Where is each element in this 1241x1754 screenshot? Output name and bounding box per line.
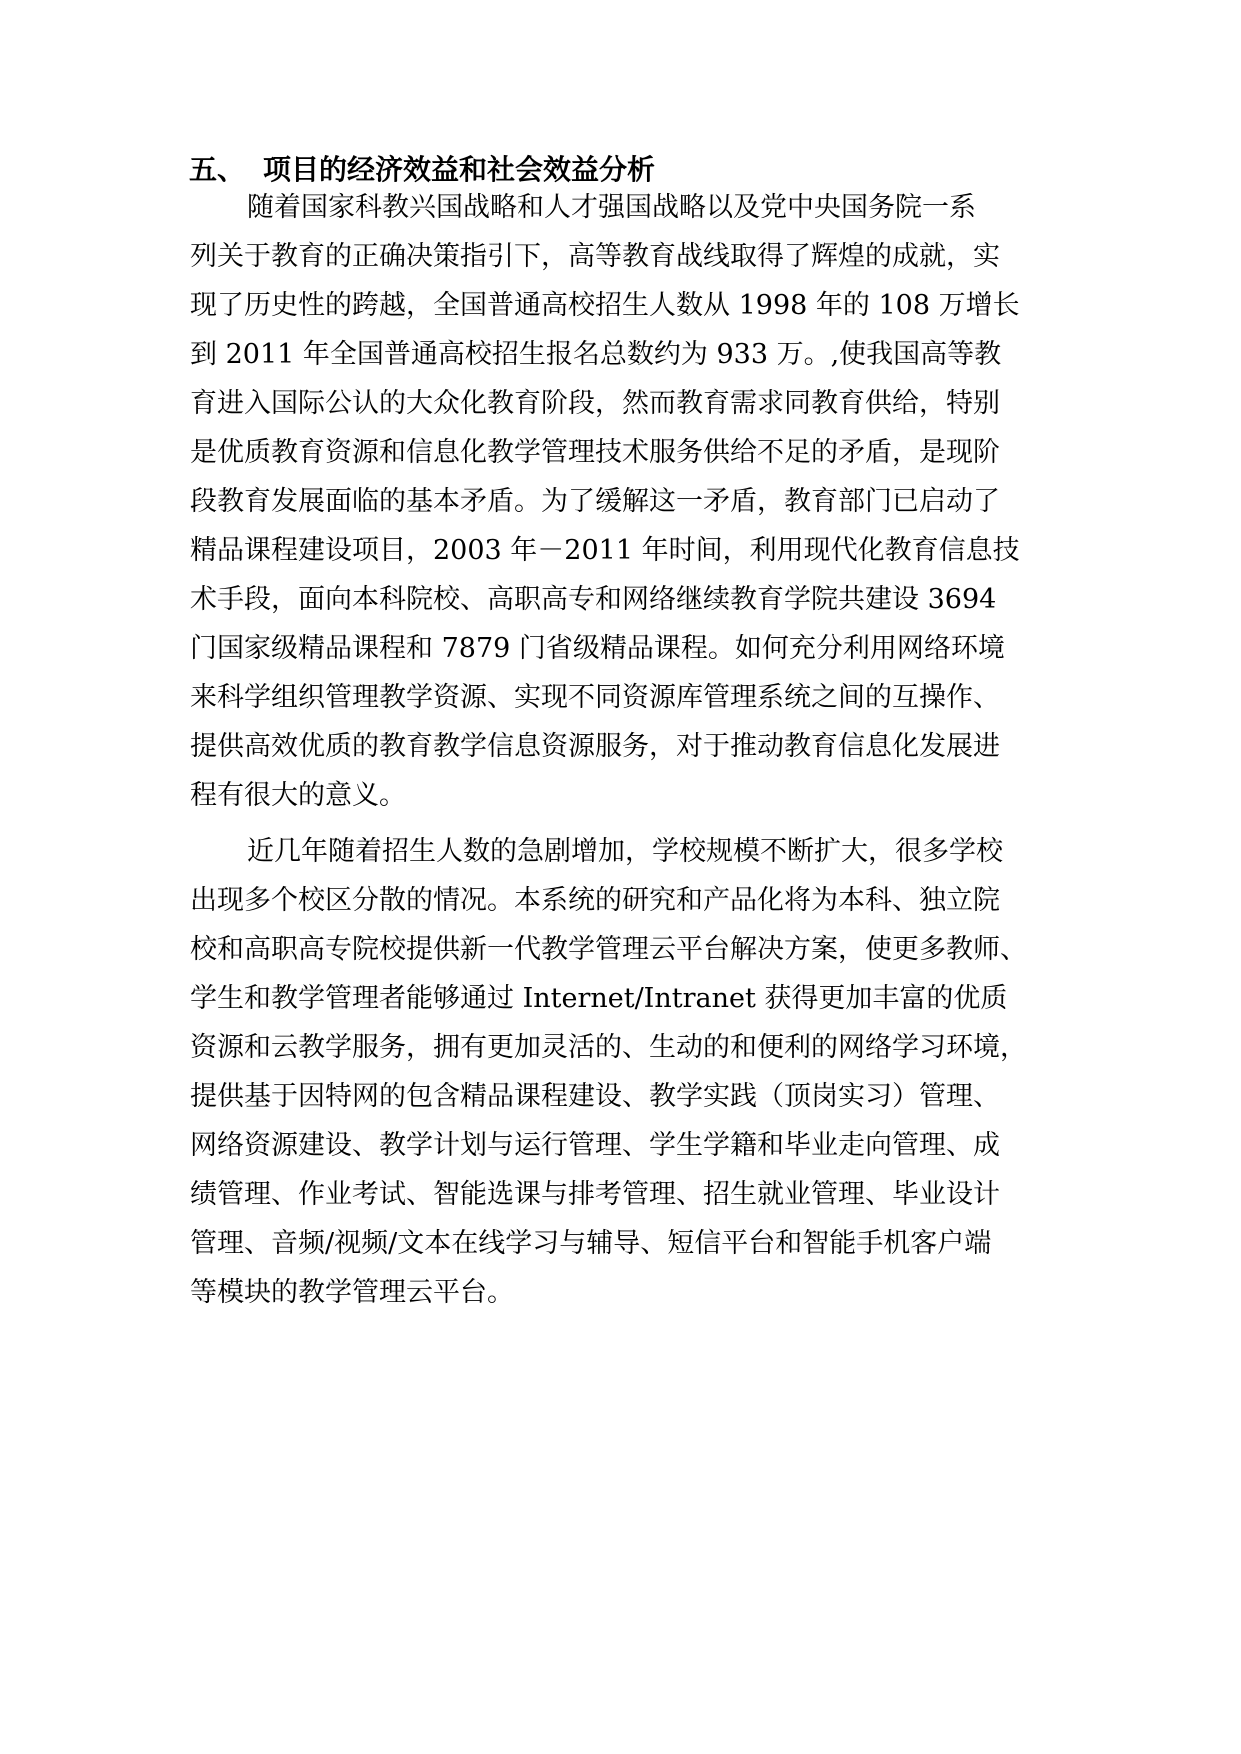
paragraph-1-line-9: 术手段，面向本科院校、高职高专和网络继续教育学院共建设 3694 [190, 584, 997, 615]
paragraph-1-line-8: 精品课程建设项目，2003 年－2011 年时间，利用现代化教育信息技 [190, 535, 1020, 566]
paragraph-2-line-6: 提供基于因特网的包含精品课程建设、教学实践（顶岗实习）管理、 [190, 1081, 1000, 1112]
paragraph-2-line-4: 学生和教学管理者能够通过 Internet/Intranet 获得更加丰富的优质 [190, 983, 1008, 1014]
paragraph-1-line-3: 现了历史性的跨越，全国普通高校招生人数从 1998 年的 108 万增长 [190, 290, 1020, 321]
section-number: 五、 [189, 153, 246, 186]
paragraph-1-line-12: 提供高效优质的教育教学信息资源服务，对于推动教育信息化发展进 [190, 731, 1000, 762]
paragraph-1-line-13: 程有很大的意义。 [190, 780, 406, 811]
paragraph-2-line-2: 出现多个校区分散的情况。本系统的研究和产品化将为本科、独立院 [190, 885, 1000, 916]
paragraph-2-line-9: 管理、音频/视频/文本在线学习与辅导、短信平台和智能手机客户端 [190, 1228, 992, 1259]
section-heading [189, 150, 655, 190]
paragraph-1-line-2: 列关于教育的正确决策指引下，高等教育战线取得了辉煌的成就，实 [190, 241, 1000, 272]
paragraph-2-line-10: 等模块的教学管理云平台。 [190, 1277, 514, 1308]
paragraph-1-line-7: 段教育发展面临的基本矛盾。为了缓解这一矛盾，教育部门已启动了 [190, 486, 1000, 517]
paragraph-1-line-11: 来科学组织管理教学资源、实现不同资源库管理系统之间的互操作、 [190, 682, 1000, 713]
paragraph-2-line-5: 资源和云教学服务，拥有更加灵活的、生动的和便利的网络学习环境， [190, 1032, 1027, 1063]
section-title: 项目的经济效益和社会效益分析 [263, 153, 656, 186]
paragraph-1-line-5: 育进入国际公认的大众化教育阶段，然而教育需求同教育供给，特别 [190, 388, 1000, 419]
paragraph-2-line-8: 绩管理、作业考试、智能选课与排考管理、招生就业管理、毕业设计 [190, 1179, 1000, 1210]
paragraph-1-line-4: 到 2011 年全国普通高校招生报名总数约为 933 万。,使我国高等教 [190, 339, 1002, 370]
paragraph-2-line-1: 近几年随着招生人数的急剧增加，学校规模不断扩大，很多学校 [247, 836, 1003, 867]
paragraph-1-line-10: 门国家级精品课程和 7879 门省级精品课程。如何充分利用网络环境 [190, 633, 1005, 664]
paragraph-1-line-6: 是优质教育资源和信息化教学管理技术服务供给不足的矛盾，是现阶 [190, 437, 1000, 468]
paragraph-2-line-7: 网络资源建设、教学计划与运行管理、学生学籍和毕业走向管理、成 [190, 1130, 1000, 1161]
paragraph-1-line-1: 随着国家科教兴国战略和人才强国战略以及党中央国务院一系 [247, 192, 976, 223]
paragraph-2-line-3: 校和高职高专院校提供新一代教学管理云平台解决方案，使更多教师、 [190, 934, 1027, 965]
